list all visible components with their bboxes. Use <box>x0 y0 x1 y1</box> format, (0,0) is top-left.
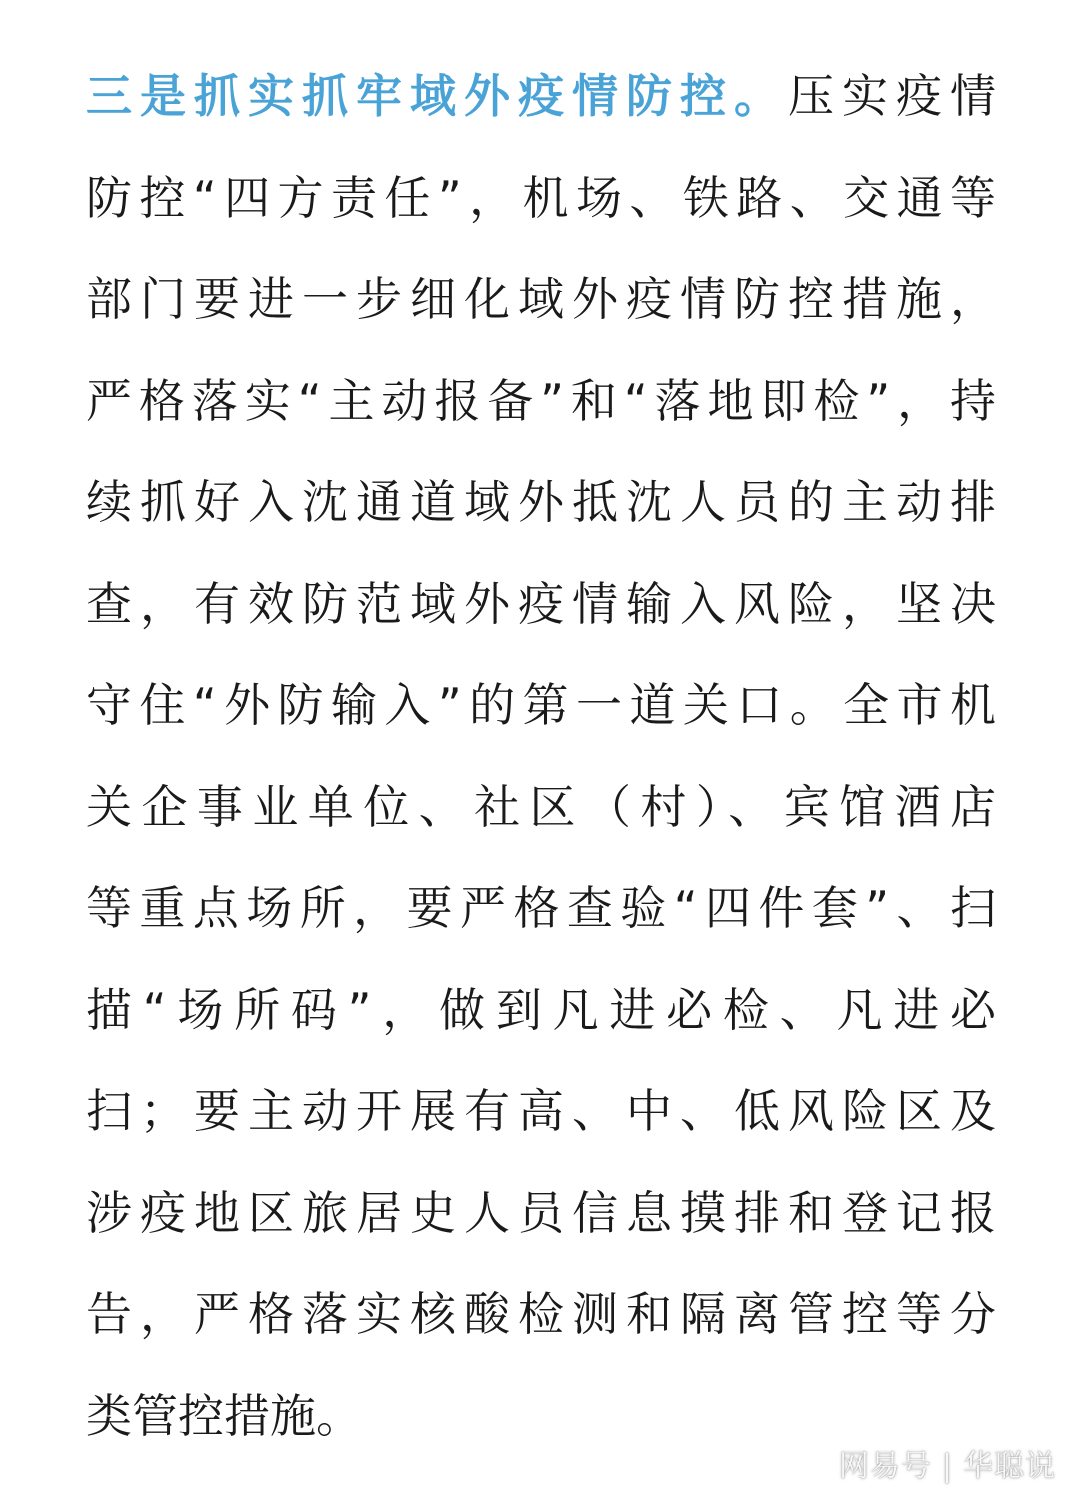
paragraph-line-1 <box>86 46 996 148</box>
watermark <box>839 1441 1056 1485</box>
paragraph-line-6: 查，有效防范域外疫情输入风险，坚决 <box>86 576 996 631</box>
paragraph-line-5: 续抓好入沈通道域外抵沈人员的主动排 <box>86 475 996 529</box>
paragraph-line-11: 扫；要主动开展有高、中、低风险区及 <box>86 1084 996 1138</box>
paragraph-line-10: 描“场所码”，做到凡进必检、凡进必 <box>86 982 996 1037</box>
paragraph-line-12: 涉疫地区旅居史人员信息摸排和登记报 <box>86 1185 996 1240</box>
watermark-platform: 网易号 <box>838 1449 932 1484</box>
paragraph-line-7: 守住“外防输入”的第一道关口。全市机 <box>86 678 996 732</box>
paragraph-line-13: 告，严格落实核酸检测和隔离管控等分 <box>86 1287 996 1341</box>
watermark-separator: | <box>941 1449 953 1484</box>
paragraph-line-2: 防控“四方责任”，机场、铁路、交通等 <box>86 170 996 225</box>
paragraph-line-3: 部门要进一步细化域外疫情防控措施， <box>86 272 996 326</box>
watermark-author: 华聪说 <box>963 1449 1056 1484</box>
paragraph-line-14: 类管控措施。 <box>86 1388 362 1443</box>
paragraph-line-9: 等重点场所，要严格查验“四件套”、扫 <box>86 881 996 935</box>
paragraph-line-4: 严格落实“主动报备”和“落地即检”，持 <box>86 373 996 428</box>
line-text: 压实疫情 <box>788 69 996 123</box>
article-body <box>86 46 996 1467</box>
paragraph-line-8: 关企事业单位、社区（村）、宾馆酒店 <box>86 779 996 834</box>
section-heading: 三是抓实抓牢域外疫情防控。 <box>86 69 788 123</box>
